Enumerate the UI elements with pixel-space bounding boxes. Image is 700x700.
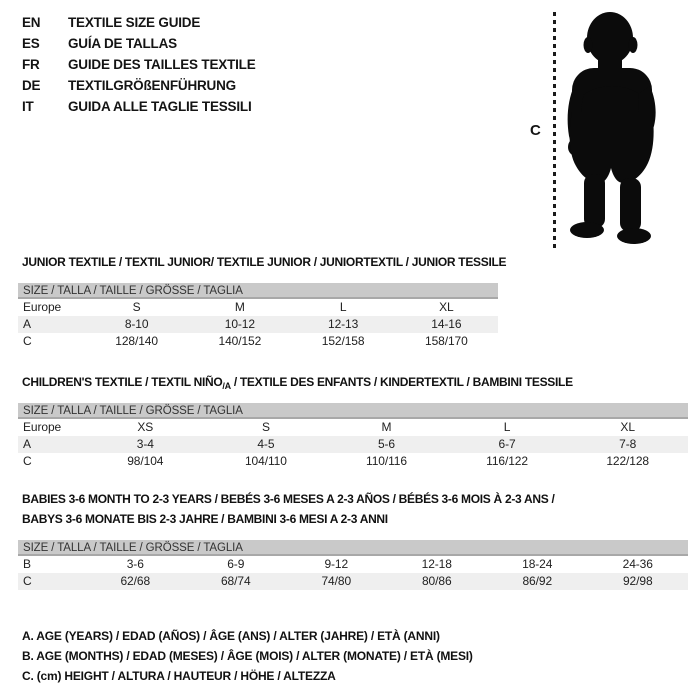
lang-label: TEXTILGRÖßENFÜHRUNG bbox=[68, 78, 236, 93]
row-label: A bbox=[23, 437, 31, 451]
age-cell: 12-13 bbox=[328, 317, 359, 331]
lang-label: GUIDE DES TAILLES TEXTILE bbox=[68, 57, 256, 72]
table-row-europe bbox=[18, 419, 688, 436]
table-row-europe bbox=[18, 299, 498, 316]
age-cell: 5-6 bbox=[377, 437, 395, 451]
lang-row-es bbox=[22, 33, 256, 54]
row-label: Europe bbox=[23, 420, 62, 434]
months-cell: 24-36 bbox=[622, 557, 653, 571]
size-cell: L bbox=[503, 420, 511, 434]
height-cell: 74/80 bbox=[321, 574, 352, 588]
table-row-height bbox=[18, 453, 688, 470]
size-cell: XL bbox=[439, 300, 454, 314]
footnote-b: B. AGE (MONTHS) / EDAD (MESES) / ÂGE (MOIS) / ALTER (MONATE) / ETÀ (MESI) bbox=[22, 649, 473, 663]
table-row-height bbox=[18, 333, 498, 350]
heading-line-1: BABIES 3-6 MONTH TO 2-3 YEARS / BEBÉS 3-6 MESES A 2-3 AÑOS / BÉBÉS 3-6 MOIS À 2-3 ANS / bbox=[22, 492, 555, 506]
children-size-table bbox=[18, 403, 688, 470]
row-label: Europe bbox=[23, 300, 62, 314]
heading-subscript: /A bbox=[222, 381, 231, 391]
size-cell: L bbox=[339, 300, 347, 314]
size-header-bar: SIZE / TALLA / TAILLE / GRÖSSE / TAGLIA bbox=[18, 403, 688, 419]
footnote-a: A. AGE (YEARS) / EDAD (AÑOS) / ÂGE (ANS) / ALTER (JAHRE) / ETÀ (ANNI) bbox=[22, 629, 440, 643]
height-cell: 86/92 bbox=[522, 574, 553, 588]
months-cell: 3-6 bbox=[126, 557, 144, 571]
height-cell: 116/122 bbox=[486, 454, 528, 468]
footnote-legend bbox=[22, 626, 473, 686]
age-cell: 10-12 bbox=[224, 317, 255, 331]
lang-row-it bbox=[22, 96, 256, 117]
measure-label-c: C bbox=[530, 122, 541, 139]
height-cell: 80/86 bbox=[421, 574, 452, 588]
table-row-age bbox=[18, 436, 688, 453]
height-cell: 68/74 bbox=[220, 574, 251, 588]
lang-code: IT bbox=[22, 99, 34, 114]
lang-row-fr bbox=[22, 54, 256, 75]
row-label: C bbox=[23, 574, 32, 588]
toddler-silhouette-icon bbox=[562, 8, 662, 248]
height-cell: 98/104 bbox=[127, 454, 164, 468]
row-label: C bbox=[23, 454, 32, 468]
babies-size-table bbox=[18, 540, 688, 590]
section-heading-babies bbox=[22, 489, 642, 529]
row-label: A bbox=[23, 317, 31, 331]
row-label: B bbox=[23, 557, 31, 571]
height-cell: 122/128 bbox=[606, 454, 650, 468]
lang-code: EN bbox=[22, 15, 41, 30]
lang-row-de bbox=[22, 75, 256, 96]
height-cell: 110/116 bbox=[366, 454, 407, 468]
measurement-figure bbox=[520, 0, 690, 260]
height-cell: 128/140 bbox=[115, 334, 158, 348]
lang-label: TEXTILE SIZE GUIDE bbox=[68, 15, 201, 30]
heading-line-2: BABYS 3-6 MONATE BIS 2-3 JAHRE / BAMBINI 3-6 MESI A 2-3 ANNI bbox=[22, 512, 388, 526]
size-cell: XS bbox=[137, 420, 154, 434]
size-header-bar: SIZE / TALLA / TAILLE / GRÖSSE / TAGLIA bbox=[18, 283, 498, 299]
size-cell: XL bbox=[620, 420, 635, 434]
lang-code: FR bbox=[22, 57, 40, 72]
lang-label: GUÍA DE TALLAS bbox=[68, 36, 177, 51]
table-row-height bbox=[18, 573, 688, 590]
size-cell: S bbox=[132, 300, 141, 314]
lang-label: GUIDA ALLE TAGLIE TESSILI bbox=[68, 99, 252, 114]
lang-row-en bbox=[22, 12, 256, 33]
height-cell: 62/68 bbox=[120, 574, 151, 588]
age-cell: 3-4 bbox=[136, 437, 154, 451]
height-cell: 140/152 bbox=[218, 334, 262, 348]
table-row-months bbox=[18, 556, 688, 573]
age-cell: 8-10 bbox=[124, 317, 149, 331]
heading-text: CHILDREN'S TEXTILE / TEXTIL NIÑO bbox=[22, 375, 223, 389]
height-cell: 92/98 bbox=[622, 574, 653, 588]
age-cell: 14-16 bbox=[431, 317, 462, 331]
heading-text: / TEXTILE DES ENFANTS / KINDERTEXTIL / BAMBINI TESSILE bbox=[230, 375, 573, 389]
months-cell: 6-9 bbox=[227, 557, 245, 571]
height-cell: 104/110 bbox=[244, 454, 287, 468]
months-cell: 9-12 bbox=[324, 557, 349, 571]
age-cell: 6-7 bbox=[498, 437, 516, 451]
table-row-age bbox=[18, 316, 498, 333]
months-cell: 18-24 bbox=[522, 557, 553, 571]
size-cell: M bbox=[381, 420, 392, 434]
language-title-list bbox=[22, 12, 256, 117]
size-header-bar: SIZE / TALLA / TAILLE / GRÖSSE / TAGLIA bbox=[18, 540, 688, 556]
section-heading-junior: JUNIOR TEXTILE / TEXTIL JUNIOR/ TEXTILE JUNIOR / JUNIORTEXTIL / JUNIOR TESSILE bbox=[22, 255, 507, 269]
row-label: C bbox=[23, 334, 32, 348]
age-cell: 4-5 bbox=[257, 437, 275, 451]
size-cell: S bbox=[261, 420, 270, 434]
height-cell: 158/170 bbox=[425, 334, 468, 348]
age-cell: 7-8 bbox=[619, 437, 637, 451]
junior-size-table bbox=[18, 283, 498, 350]
height-cell: 152/158 bbox=[321, 334, 365, 348]
section-heading-children bbox=[22, 372, 573, 396]
height-measure-line bbox=[553, 12, 556, 248]
size-cell: M bbox=[234, 300, 245, 314]
months-cell: 12-18 bbox=[421, 557, 452, 571]
footnote-c: C. (cm) HEIGHT / ALTURA / HAUTEUR / HÖHE / ALTEZZA bbox=[22, 669, 336, 683]
lang-code: ES bbox=[22, 36, 40, 51]
lang-code: DE bbox=[22, 78, 41, 93]
